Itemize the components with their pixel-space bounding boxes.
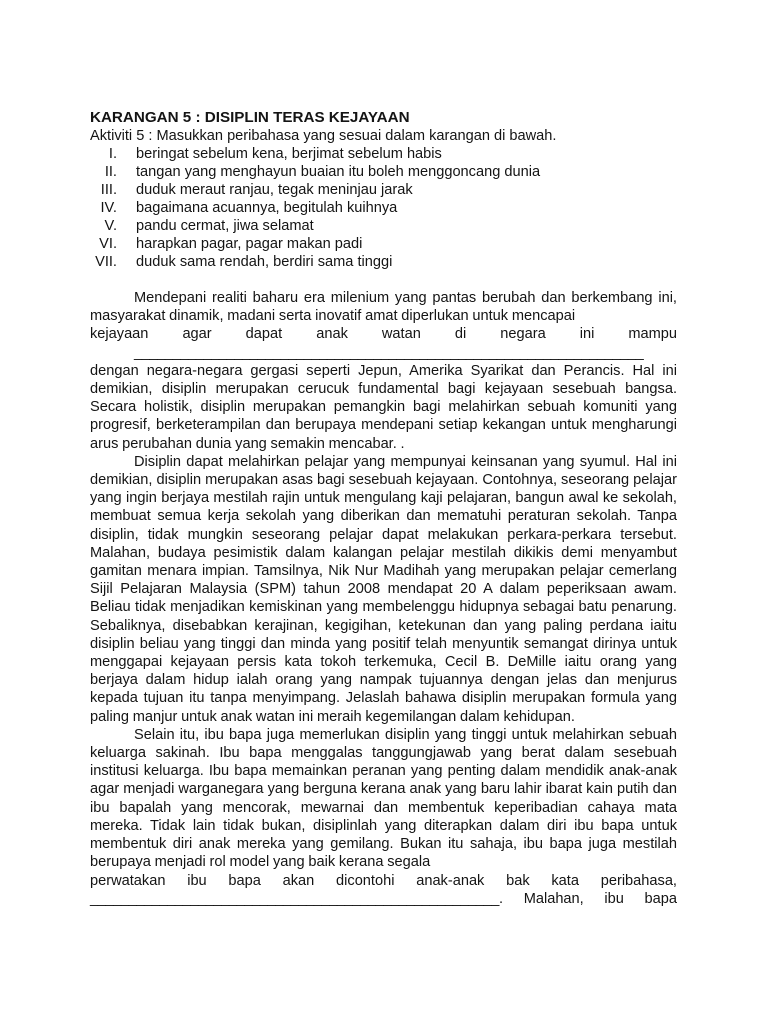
paragraph-intro-rest: dengan negara-negara gergasi seperti Jepun, Amerika Syarikat dan Perancis. Hal ini demikian, disiplin merupakan cerucuk fundamental bagi kejayaan sesebuah bangsa. Secara holistik, disiplin merupakan pemangkin bagi melahirkan sebuah komuniti yang progresif, berketerampilan dan berupaya mendepani setiap kekangan untuk mengharungi arus perubahan dunia yang semakin mencabar. . — [90, 362, 677, 452]
list-number: VII. — [95, 254, 117, 270]
paragraph-body-2-blank-line — [90, 890, 677, 908]
list-item — [90, 253, 677, 271]
proverb-text: tangan yang menghayun buaian itu boleh menggoncang dunia — [136, 164, 541, 180]
list-item — [90, 181, 677, 199]
paragraph-body-2-after-blank: . Malahan, ibu bapa — [498, 890, 677, 907]
proverb-text: duduk sama rendah, berdiri sama tinggi — [136, 254, 393, 270]
essay-title: KARANGAN 5 : DISIPLIN TERAS KEJAYAAN — [90, 109, 410, 126]
list-item — [90, 235, 677, 253]
document-page — [90, 108, 677, 908]
fill-in-blank-2[interactable]: _____________________________________________________ — [90, 890, 499, 907]
list-number: III. — [100, 182, 117, 198]
paragraph-intro — [90, 289, 677, 453]
list-item — [90, 163, 677, 181]
activity-instruction: Aktiviti 5 : Masukkan peribahasa yang sesuai dalam karangan di bawah. — [90, 128, 557, 144]
list-number: II. — [104, 164, 117, 180]
paragraph-intro-opening: Mendepani realiti baharu era milenium yang pantas berubah dan berkembang ini, masyarakat dinamik, madani serta inovatif amat diperlukan untuk mencapai — [90, 290, 677, 325]
list-number: V. — [104, 218, 117, 234]
proverb-text: harapkan pagar, pagar makan padi — [136, 236, 363, 252]
paragraph-body-2 — [90, 726, 677, 908]
paragraph-body-2-line: perwatakan ibu bapa akan dicontohi anak-anak bak kata peribahasa, — [90, 872, 677, 889]
proverb-text: beringat sebelum kena, berjimat sebelum habis — [136, 146, 442, 162]
list-item — [90, 199, 677, 217]
paragraph-body-1: Disiplin dapat melahirkan pelajar yang mempunyai keinsanan yang syumul. Hal ini demikian, disiplin merupakan asas bagi sesebuah kejayaan. Contohnya, seseorang pelajar yang ingin berjaya mestilah rajin untuk mengulang kaji pelajaran, bangun awal ke sekolah, membuat semua kerja sekolah yang diberikan dan mematuhi peraturan sekolah. Tanpa disiplin, tidak mungkin seseorang pelajar dapat melakukan perkara-perkara tersebut. Malahan, budaya pesimistik dalam kalangan pelajar mestilah dikikis demi menyambut gamitan menara impian. Tamsilnya, Nik Nur Madihah yang merupakan pelajar cemerlang Sijil Pelajaran Malaysia (SPM) tahun 2008 mendapat 20 A dalam peperiksaan awam. Beliau tidak menjadikan kemiskinan yang membelenggu hidupnya sebagai batu penarung. Sebaliknya, disebabkan kerajinan, kegigihan, ketekunan dan yang paling perdana iaitu disiplin beliau yang tinggi dan minda yang positif telah menyuntik semangat dirinya untuk menggapai kejayaan persis kata tokoh terkemuka, Cecil B. DeMille iaitu orang yang berjaya dalam hidup ialah orang yang nampak tujuannya dengan jelas dan menjurus kepada tujuan itu tanpa menyimpang. Jelaslah bahawa disiplin merupakan formula yang paling manjur untuk anak watan ini meraih kegemilangan dalam kehidupan. — [90, 453, 677, 725]
list-item — [90, 217, 677, 235]
proverb-text: bagaimana acuannya, begitulah kuihnya — [136, 200, 398, 216]
spacer — [90, 271, 677, 289]
list-item — [90, 145, 677, 163]
list-number: IV. — [100, 200, 117, 216]
list-number: I. — [108, 146, 117, 162]
list-number: VI. — [99, 236, 117, 252]
fill-in-blank-1[interactable]: __________________________________________________________________ — [134, 344, 644, 361]
paragraph-body-2-text: Selain itu, ibu bapa juga memerlukan disiplin yang tinggi untuk melahirkan sebuah keluarga sakinah. Ibu bapa menggalas tanggungjawab yang berat dalam sesebuah institusi keluarga. Ibu bapa memainkan peranan yang penting dalam mendidik anak-anak agar menjadi warganegara yang berguna kerana anak yang baru lahir ibarat kain putih dan ibu bapalah yang mencorak, mewarnai dan membentuk keperibadian cahaya mata mereka. Tidak lain tidak bukan, disiplinlah yang diterapkan dalam diri ibu bapa untuk membentuk diri anak mereka yang gemilang. Bukan itu sahaja, ibu bapa juga mestilah berupaya menjadi rol model yang baik kerana segala — [90, 726, 677, 871]
proverb-list — [90, 145, 677, 271]
proverb-text: duduk meraut ranjau, tegak meninjau jarak — [136, 182, 413, 198]
proverb-text: pandu cermat, jiwa selamat — [136, 218, 314, 234]
paragraph-intro-line: kejayaan agar dapat anak watan di negara ini mampu — [90, 326, 677, 343]
